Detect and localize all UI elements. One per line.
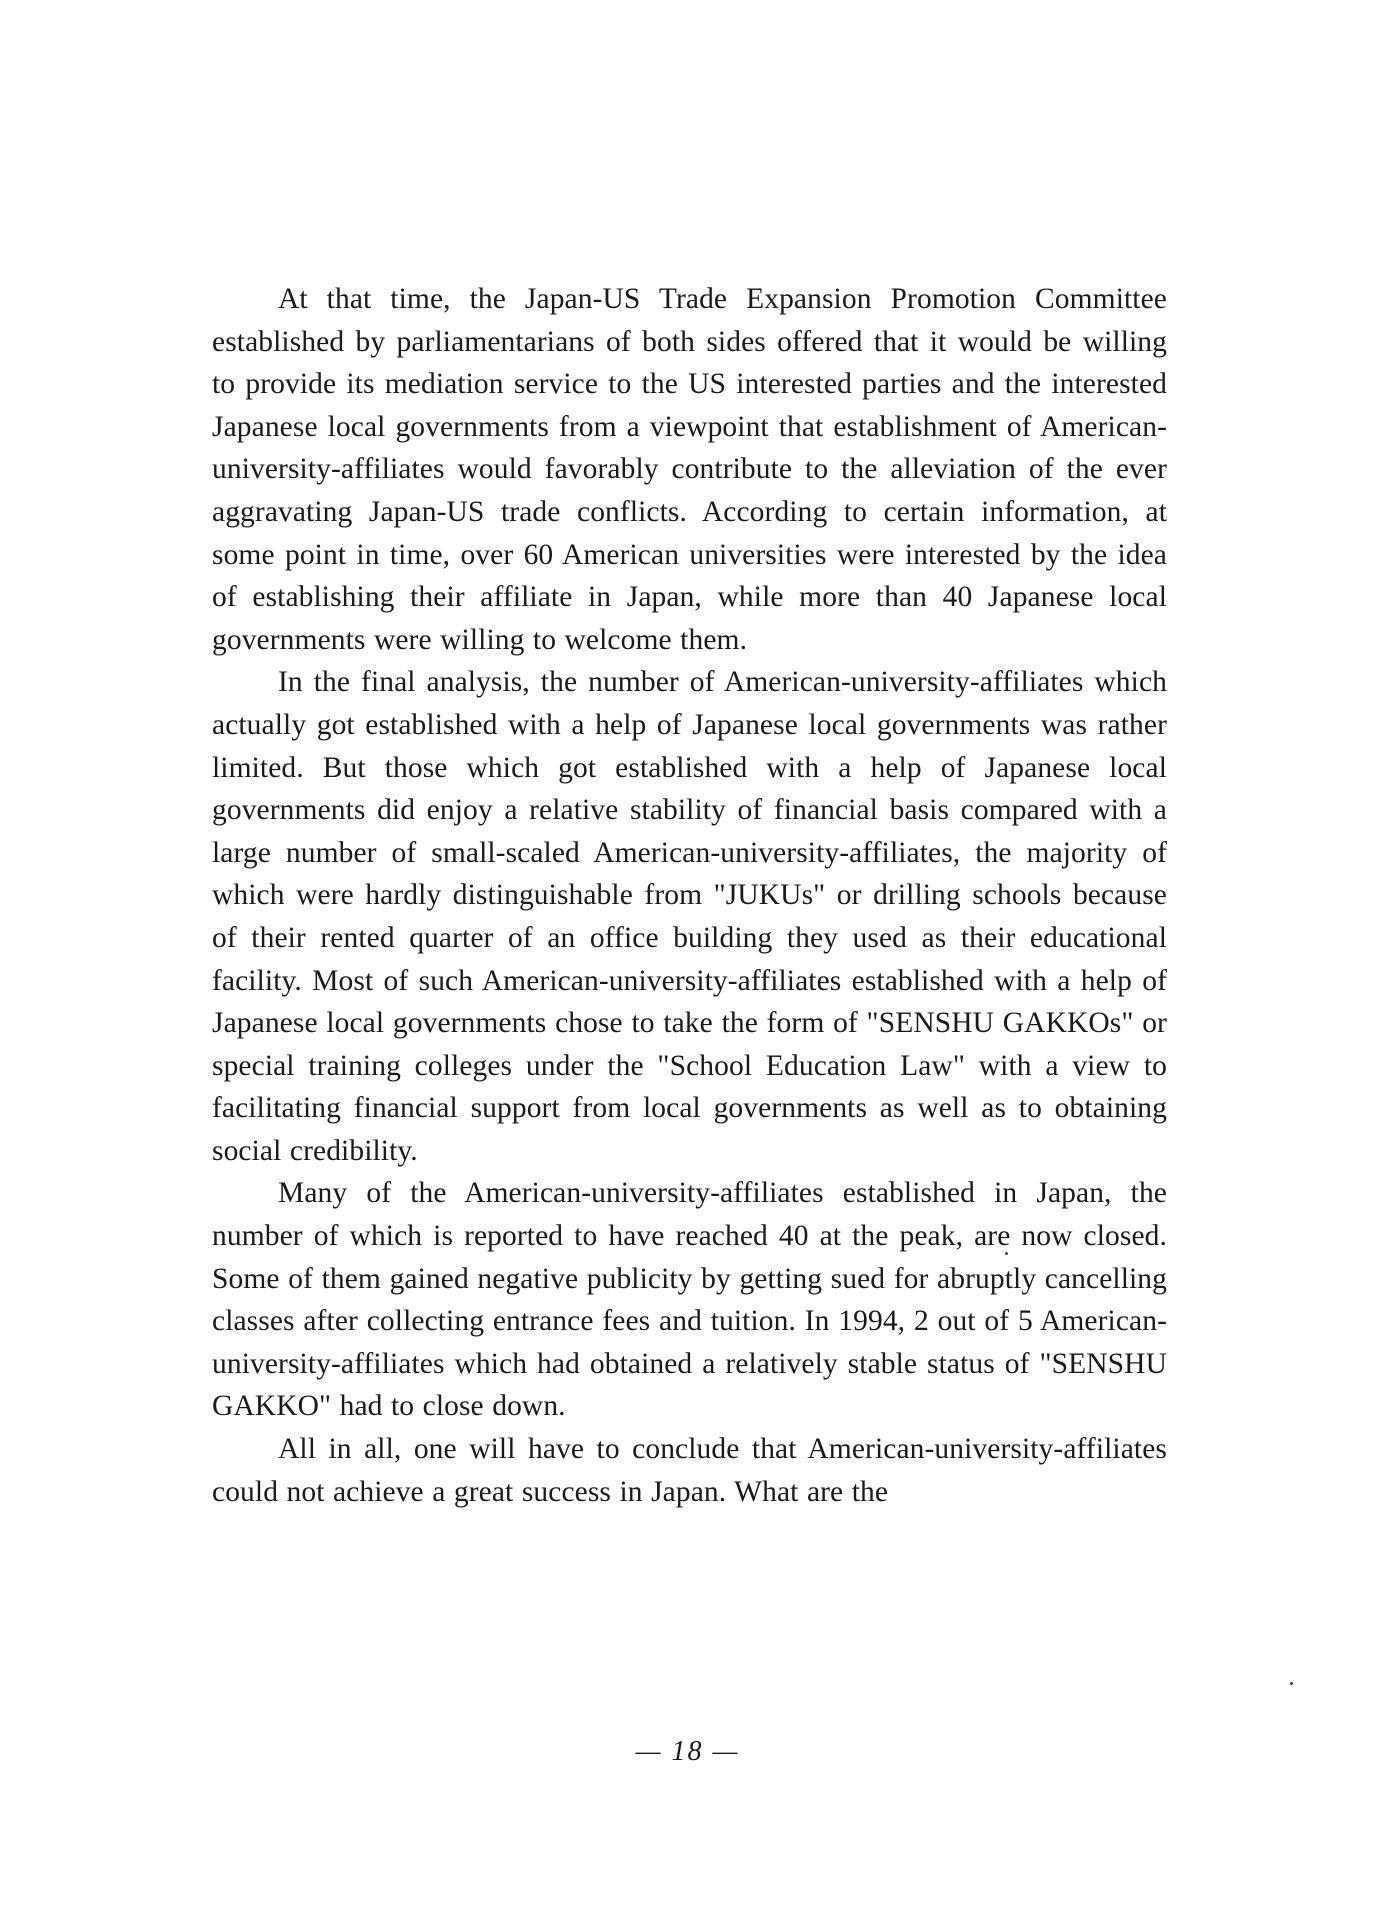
paragraph: All in all, one will have to conclude that American-university-affiliates could not achieve a great success in Japan. What are the [212, 1433, 1167, 1508]
paragraph: Many of the American-university-affiliates established in Japan, the number of which is reported to have reached 40 at the peak, are now closed. Some of them gained negative publicity by getting sued for abruptly cancelling classes after collecting entrance fees and tuition. In 1994, 2 out of 5 American-university-affiliates which had obtained a relatively stable status of "SENSHU GAKKO" had to close down. [212, 1177, 1167, 1423]
scan-speck [1005, 1252, 1008, 1255]
paragraph: At that time, the Japan-US Trade Expansion Promotion Committee established by parliamentarians of both sides offered that it would be willing to provide its mediation service to the US interested parties and the interested Japanese local governments from a viewpoint that establishment of American-university-affiliates would favorably contribute to the alleviation of the ever aggravating Japan-US trade conflicts. According to certain information, at some point in time, over 60 American universities were interested by the idea of establishing their affiliate in Japan, while more than 40 Japanese local governments were willing to welcome them. [212, 283, 1167, 656]
body-text [212, 278, 1167, 1513]
page-number: — 18 — [635, 1736, 740, 1767]
paragraph: In the final analysis, the number of American-university-affiliates which actually got established with a help of Japanese local governments was rather limited. But those which got established with a help of Japanese local governments did enjoy a relative stability of financial basis compared with a large number of small-scaled American-university-affiliates, the majority of which were hardly distinguishable from "JUKUs" or drilling schools because of their rented quarter of an office building they used as their educational facility. Most of such American-university-affiliates established with a help of Japanese local governments chose to take the form of "SENSHU GAKKOs" or special training colleges under the "School Education Law" with a view to facilitating financial support from local governments as well as to obtaining social credibility. [212, 666, 1167, 1167]
scan-speck [1290, 1682, 1293, 1685]
